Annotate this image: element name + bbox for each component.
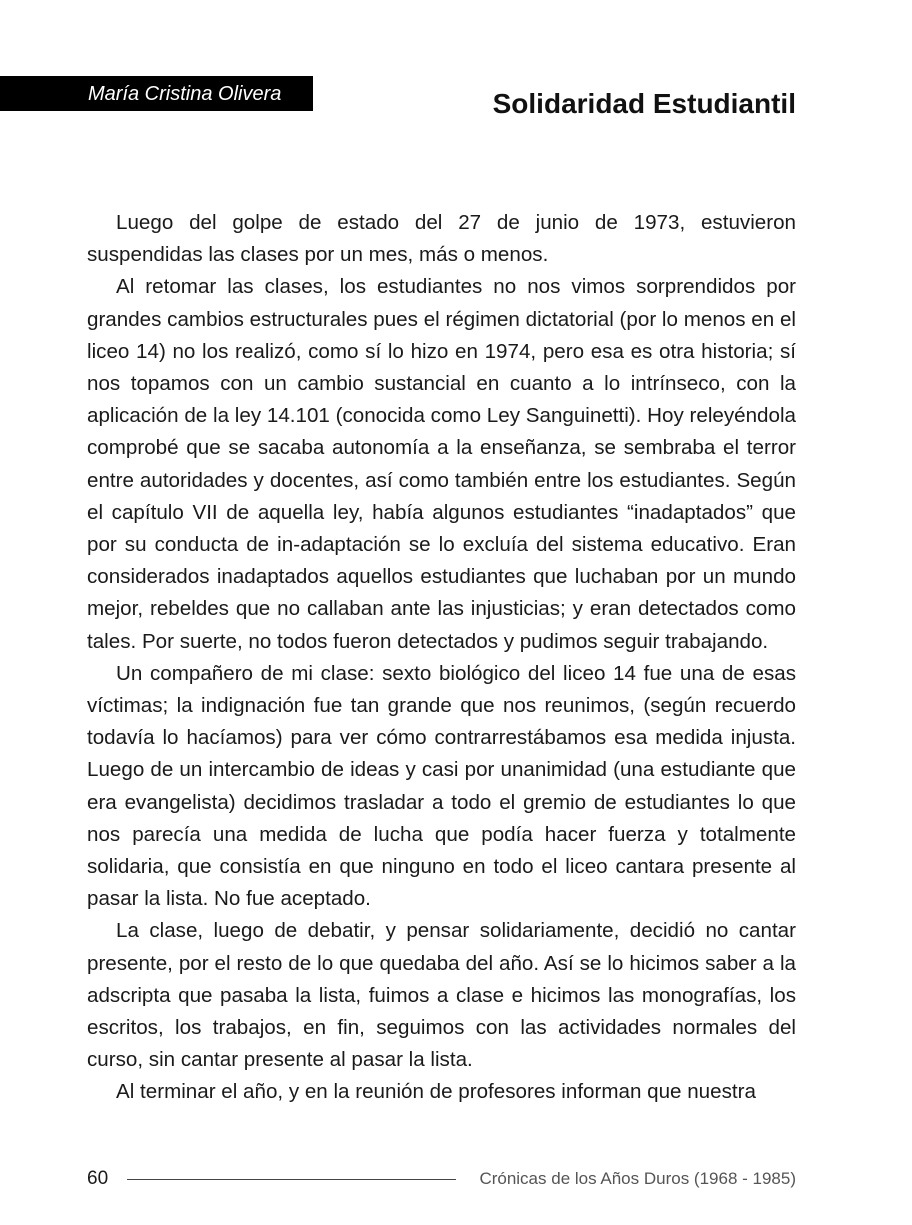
page-footer (87, 1166, 796, 1192)
paragraph: La clase, luego de debatir, y pensar solidariamente, decidió no cantar presente, por el resto de lo que quedaba del año. Así se lo hicimos saber a la adscripta que pasaba la lista, fuimos a clase e hicimos las monografías, los escritos, los trabajos, en fin, seguimos con las actividades normales del curso, sin cantar presente al pasar la lista. (87, 919, 796, 1072)
paragraph: Un compañero de mi clase: sexto biológico del liceo 14 fue una de esas víctimas; la indignación fue tan grande que nos reunimos, (según recuerdo todavía lo hacíamos) para ver cómo contrarrestábamos esa medida injusta. Luego de un intercambio de ideas y casi por unanimidad (una estudiante que era evangelista) decidimos trasladar a todo el gremio de estudiantes lo que nos parecía una medida de lucha que podía hacer fuerza y totalmente solidaria, que consistía en que ninguno en todo el liceo cantara presente al pasar la lista. No fue aceptado. (87, 661, 796, 911)
chapter-title: Solidaridad Estudiantil (492, 88, 796, 119)
author-name: María Cristina Olivera (88, 83, 282, 105)
footer-divider (127, 1179, 456, 1180)
paragraph: Al retomar las clases, los estudiantes no nos vimos sorprendidos por grandes cambios estructurales pues el régimen dictatorial (por lo menos en el liceo 14) no los realizó, como sí lo hizo en 1974, pero esa es otra historia; sí nos topamos con un cambio sustancial en cuanto a lo intrínseco, con la aplicación de la ley 14.101 (conocida como Ley Sanguinetti). Hoy releyéndola comprobé que se sacaba autonomía a la enseñanza, se sembraba el terror entre autoridades y docentes, así como también entre los estudiantes. Según el capítulo VII de aquella ley, había algunos estudiantes “inadaptados” que por su conducta de in-adaptación se lo excluía del sistema educativo. Eran considerados inadaptados aquellos estudiantes que luchaban por un mundo mejor, rebeldes que no callaban ante las injusticias; y eran detectados como tales. Por suerte, no todos fueron detectados y pudimos seguir trabajando. (87, 275, 796, 653)
paragraph: Al terminar el año, y en la reunión de profesores informan que nuestra (116, 1080, 756, 1104)
paragraph: Luego del golpe de estado del 27 de junio de 1973, estuvieron suspendidas las clases por un mes, más o menos. (87, 211, 796, 267)
body-text (87, 207, 796, 1109)
author-banner (0, 76, 313, 111)
page-number: 60 (87, 1168, 109, 1189)
book-title: Crónicas de los Años Duros (1968 - 1985) (479, 1169, 796, 1188)
